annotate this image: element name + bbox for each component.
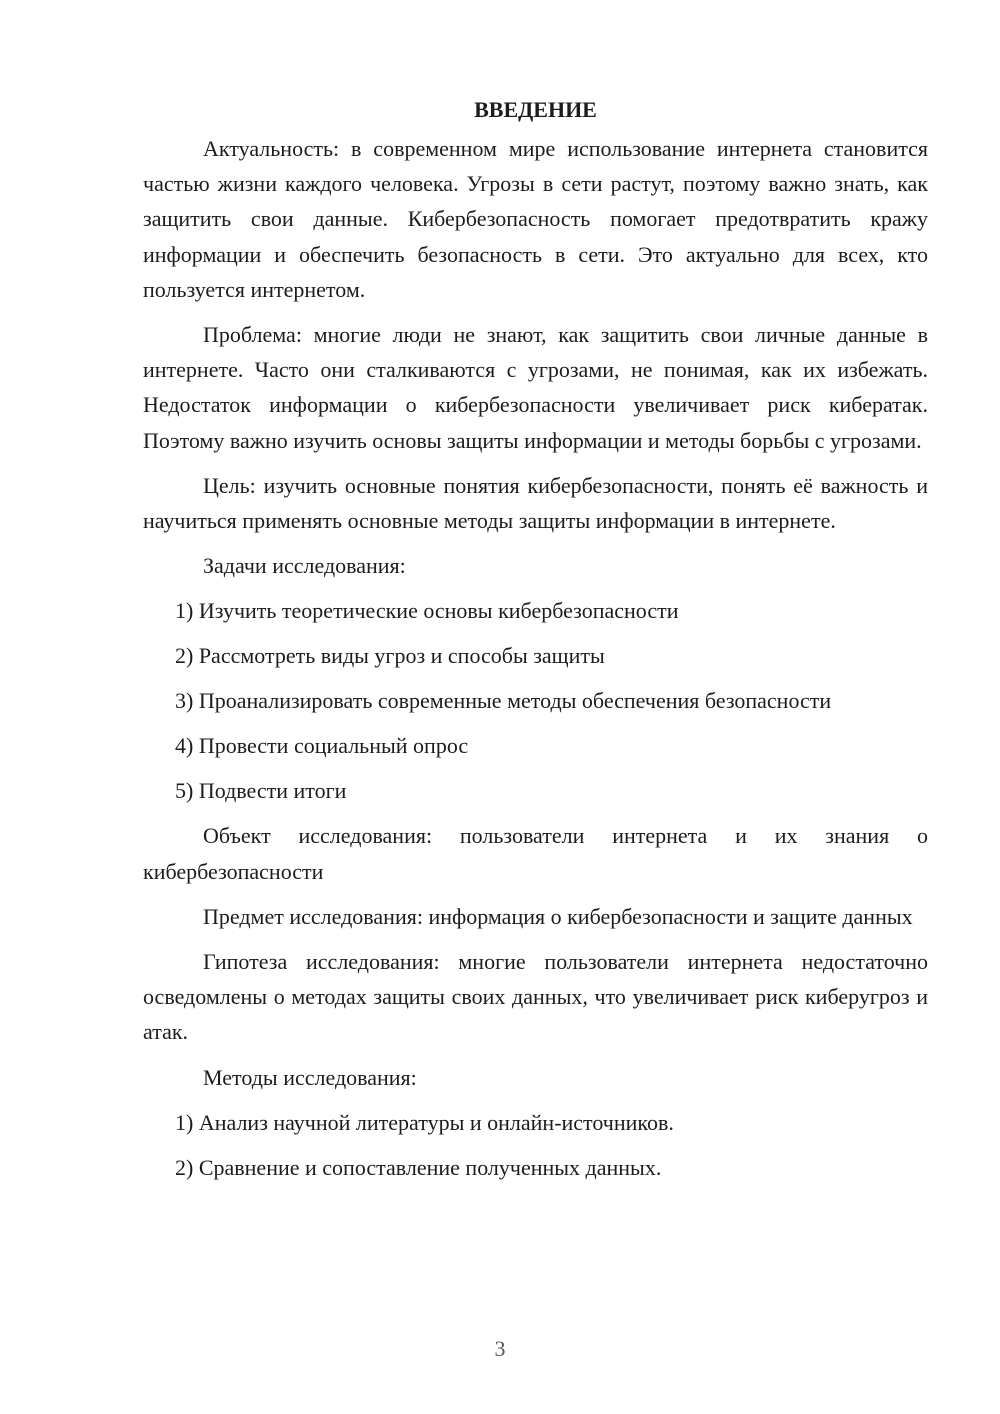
paragraph-hypothesis: Гипотеза исследования: многие пользователи интернета недостаточно осведомлены о методах защиты своих данных, что увеличивает риск киберугроз и атак. xyxy=(143,949,928,1045)
list-item: 3) Проанализировать современные методы обеспечения безопасности xyxy=(175,688,832,714)
page-content xyxy=(143,92,928,1195)
list-item: 5) Подвести итоги xyxy=(175,778,347,804)
paragraph-relevance: Актуальность: в современном мире использование интернета становится частью жизни каждого человека. Угрозы в сети растут, поэтому важно знать, как защитить свои данные. Кибербезопасность помогает предотвратить кражу информации и обеспечить безопасность в сети. Это актуально для всех, кто пользуется интернетом. xyxy=(143,136,928,302)
paragraph-object: Объект исследования: пользователи интернета и их знания о кибербезопасности xyxy=(143,823,928,884)
methods-list xyxy=(143,1105,928,1185)
paragraph-goal: Цель: изучить основные понятия кибербезопасности, понять её важность и научиться применять основные методы защиты информации в интернете. xyxy=(143,472,928,534)
paragraph-problem: Проблема: многие люди не знают, как защитить свои личные данные в интернете. Часто они сталкиваются с угрозами, не понимая, как их избежать. Недостаток информации о кибербезопасности увеличивает риск кибератак. Поэтому важно изучить основы защиты информации и методы борьбы с угрозами. xyxy=(143,322,928,453)
list-item: 2) Рассмотреть виды угроз и способы защиты xyxy=(175,643,605,669)
page-title: ВВЕДЕНИЕ xyxy=(474,97,597,122)
list-item: 4) Провести социальный опрос xyxy=(175,733,469,759)
tasks-heading: Задачи исследования: xyxy=(203,553,406,579)
list-item: 2) Сравнение и сопоставление полученных данных. xyxy=(175,1154,662,1180)
list-item: 1) Изучить теоретические основы кибербезопасности xyxy=(175,598,679,624)
list-item: 1) Анализ научной литературы и онлайн-источников. xyxy=(175,1109,674,1135)
page-number: 3 xyxy=(494,1336,506,1361)
tasks-list xyxy=(143,593,928,808)
paragraph-subject: Предмет исследования: информация о кибербезопасности и защите данных xyxy=(203,903,913,929)
methods-heading: Методы исследования: xyxy=(203,1064,417,1090)
